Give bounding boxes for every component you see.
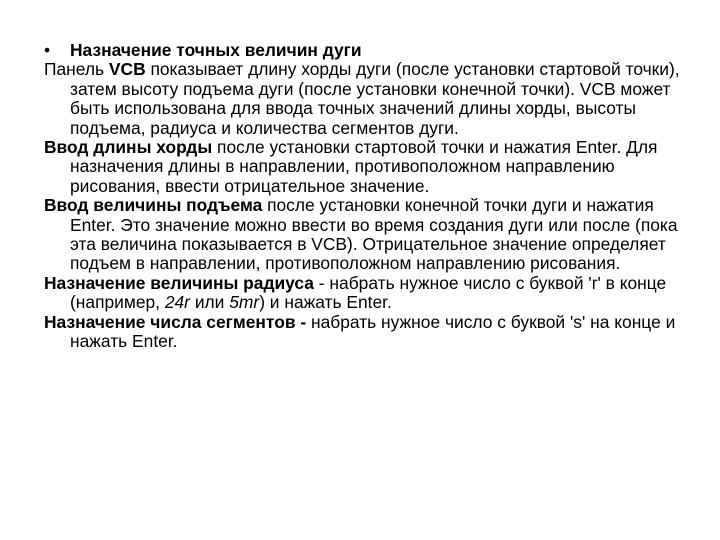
slide-heading: [44, 41, 684, 60]
paragraph: [44, 196, 684, 274]
slide-content: [44, 41, 684, 352]
text-segment: показывает длину хорды дуги (после установки стартовой точки), затем высоту подъема дуги (после установки конечной точки). VCB может быть использована для ввода точных значений длины хорды, высоты подъема, радиуса и количества сегментов дуги.: [70, 59, 680, 138]
text-segment: или: [189, 292, 230, 313]
text-segment: набрать нужное число с буквой 's' на конце и нажать Enter.: [70, 311, 676, 352]
italic-example: 5mr: [229, 292, 260, 313]
text-segment: Панель: [44, 59, 109, 80]
bold-term: Назначение числа сегментов -: [44, 311, 307, 332]
heading-text: Назначение точных величин дуги: [70, 40, 362, 60]
bullet-icon: •: [44, 40, 51, 60]
paragraph: [44, 313, 684, 352]
bold-term: Назначение величины радиуса: [44, 272, 314, 293]
bold-term: Ввод величины подъема: [44, 195, 263, 216]
paragraph: [44, 274, 684, 313]
paragraph-list: [44, 60, 684, 351]
italic-example: 24r: [164, 292, 190, 313]
text-segment: после установки стартовой точки и нажатия Enter. Для назначения длины в направлении, противоположном направлению рисования, ввести отрицательное значение.: [70, 137, 658, 196]
paragraph: [44, 138, 684, 196]
paragraph: [44, 60, 684, 138]
text-segment: ) и нажать Enter.: [259, 292, 392, 313]
text-segment: после установки конечной точки дуги и нажатия Enter. Это значение можно ввести во время создания дуги или после (пока эта величина показывается в VCB). Отрицательное значение определяет подъем в направлении, противоположном направлению рисования.: [70, 195, 678, 274]
bold-term: VCB: [108, 59, 146, 80]
text-segment: - набрать нужное число с буквой 'r' в конце (например,: [70, 272, 667, 313]
bold-term: Ввод длины хорды: [44, 137, 213, 158]
